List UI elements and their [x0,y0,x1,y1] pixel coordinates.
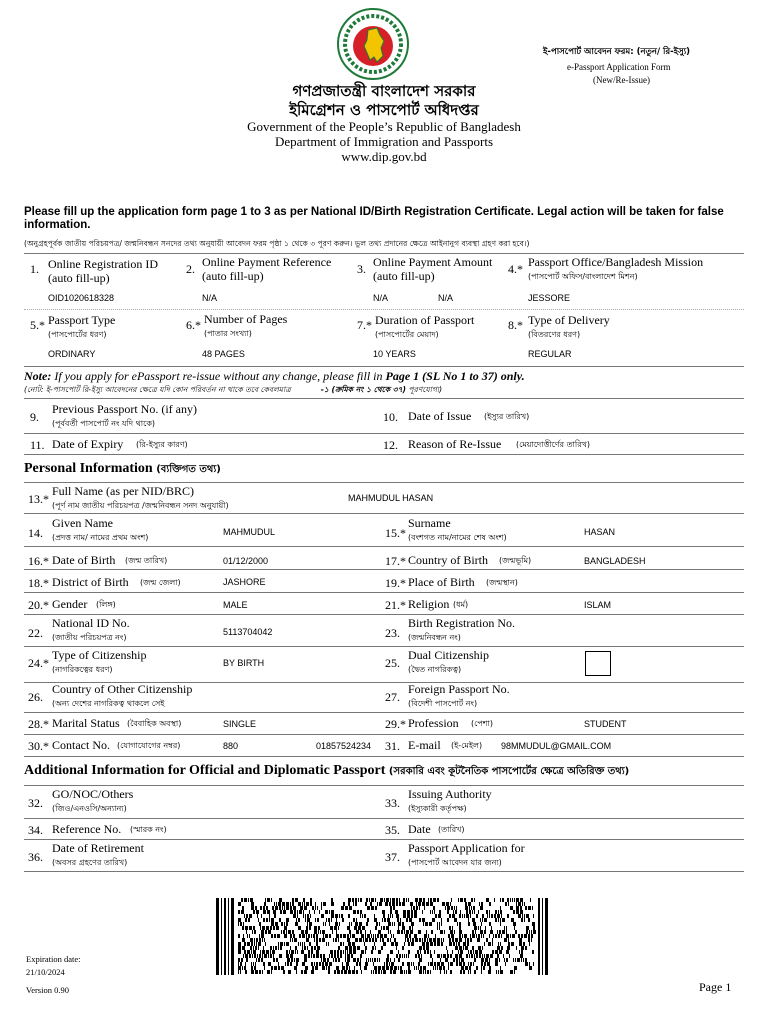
row-20-21 [24,592,744,615]
version-label: Version 0.90 [26,985,69,995]
field-3-sub: (auto fill-up) [373,269,435,283]
field-14-label: Given Name [52,516,113,530]
instruction-notice-bangla: (অনুগ্রহপূর্বক জাতীয় পরিচয়পত্র/ জন্মনিবন্ধন সনদের তথ্য অনুযায়ী আবেদন ফরম পৃষ্ঠা ১ থেকে ৩ পূরণ করুন। ভুল তথ্য প্রদানের ক্ষেত্রে আইনানুগ ব্যবস্থা গ্রহণ করা হবে।) [24,239,530,248]
field-29-sub: (পেশা) [471,719,493,728]
field-13-sub: (পূর্ণ নাম জাতীয় পরিচয়পত্র /জন্মনিবন্ধন সনদ অনুযায়ী) [52,501,229,510]
field-3-value[interactable]: N/A [373,293,389,303]
field-27-number: 27. [385,690,400,704]
field-3-value-2[interactable]: N/A [438,293,454,303]
field-10-sub: (ইস্যুর তারিখ) [484,412,530,421]
field-22-number: 22. [28,626,43,640]
personal-info-heading-bangla: (ব্যক্তিগত তথ্য) [156,464,221,475]
field-14-value[interactable]: MAHMUDUL [223,527,276,537]
field-13-label: Full Name (as per NID/BRC) [52,484,194,498]
field-16-label: Date of Birth [52,553,116,567]
field-9-number: 9. [30,410,39,424]
field-5-value[interactable]: ORDINARY [48,349,96,359]
dual-citizenship-checkbox[interactable] [585,651,611,676]
field-30-country-code[interactable]: 880 [223,741,239,751]
reissue-note-bangla-1: (নোট: ই-পাসপোর্ট রি-ইস্যু আবেদনের ক্ষেত্রে যদি কোন পরিবর্তন না থাকে তবে কেবলমাত্র [24,385,291,394]
reissue-note-text: If you apply for ePassport re-issue without any change, please fill in [51,369,386,383]
field-23-sub: (জন্মনিবন্ধন নং) [408,633,461,642]
field-18-value[interactable]: JASHORE [223,577,266,587]
field-25-label: Dual Citizenship [408,648,489,662]
department-name: Department of Immigration and Passports [274,134,494,149]
field-16-value[interactable]: 01/12/2000 [223,556,269,566]
field-34-sub: (স্মারক নং) [130,825,167,834]
government-seal [337,8,409,80]
title-bangla-department: ইমিগ্রেশন ও পাসপোর্ট অধিদপ্তর [289,101,479,119]
field-14-number: 14. [28,526,43,540]
instruction-notice: Please fill up the application form page 1 to 3 as per National ID/Birth Registration Certificate. Legal action will be taken for false information. [24,206,724,231]
title-bangla-government: গণপ্রজাতন্ত্রী বাংলাদেশ সরকার [292,82,476,100]
field-20-number: 20.* [28,598,49,612]
field-6-value[interactable]: 48 PAGES [202,349,245,359]
form-title-type: (New/Re-Issue) [593,75,650,85]
additional-info-heading-text: Additional Information for Official and Diplomatic Passport [24,763,386,778]
field-6-number: 6.* [186,318,201,332]
field-1-number: 1. [30,262,39,276]
field-33-sub: (ইস্যুকারী কর্তৃপক্ষ) [408,804,467,813]
field-24-label: Type of Citizenship [52,648,147,662]
additional-info-heading-bangla: (সরকারি এবং কূটনৈতিক পাসপোর্টের ক্ষেত্রে অতিরিক্ত তথ্য) [388,766,630,777]
field-2-label: Online Payment Reference [202,255,332,269]
field-13-value[interactable]: MAHMUDUL HASAN [348,493,434,503]
field-37-sub: (পাসপোর্ট আবেদন যার জন্য) [408,858,502,867]
field-36-sub: (অবসর গ্রহণের তারিখ) [52,858,128,867]
field-19-label: Place of Birth [408,575,475,589]
field-28-sub: (বৈবাহিক অবস্থা) [127,719,182,728]
field-4-number: 4.* [508,262,523,276]
field-4-sub: (পাসপোর্ট অফিস/বাংলাদেশ মিশন) [528,272,638,281]
reissue-note-bangla-2: -১ (ক্রমিক নং ১ থেকে ৩৭) [320,385,407,394]
field-22-sub: (জাতীয় পরিচয়পত্র নং) [52,633,127,642]
field-36-label: Date of Retirement [52,841,144,855]
field-30-sub: (যোগাযোগের নম্বর) [117,741,181,750]
expiration-label: Expiration date: [26,954,81,964]
field-31-number: 31. [385,739,400,753]
field-29-value[interactable]: STUDENT [584,719,627,729]
field-11-number: 11. [30,438,45,452]
field-25-sub: (দ্বৈত নাগরিকত্ব) [408,665,462,674]
field-27-label: Foreign Passport No. [408,682,510,696]
field-32-sub: (জিও/এনওসি/অন্যান্য) [52,804,127,813]
divider [24,309,744,310]
field-25-number: 25. [385,656,400,670]
field-8-number: 8.* [508,318,523,332]
field-26-sub: (অন্য দেশের নাগরিকত্ব থাকলে সেই [52,699,165,708]
field-5-sub: (পাসপোর্টের ধরণ) [48,330,107,339]
field-24-value[interactable]: BY BIRTH [223,658,265,668]
field-17-sub: (জন্মভূমি) [499,556,532,565]
field-18-sub: (জন্ম জেলা) [140,578,181,587]
form-title-bangla: ই-পাসপোর্ট আবেদন ফরম: (নতুন/ রি-ইস্যু) [543,47,691,57]
form-title-english: e-Passport Application Form [567,62,671,72]
field-26-label: Country of Other Citizenship [52,682,193,696]
field-20-value[interactable]: MALE [223,600,248,610]
field-4-label: Passport Office/Bangladesh Mission [528,255,704,269]
personal-info-heading [24,461,221,479]
field-34-number: 34. [28,823,43,837]
field-21-number: 21.* [385,598,406,612]
field-12-sub: (মেয়াদোত্তীর্ণের তারিখ) [516,440,590,449]
field-35-number: 35. [385,823,400,837]
field-14-sub: (প্রদত্ত নাম/ নামের প্রথম অংশ) [52,533,149,542]
field-35-label: Date [408,822,431,836]
field-4-value[interactable]: JESSORE [528,293,571,303]
field-11-sub: (রি-ইস্যুর কারণ) [136,440,188,449]
field-28-number: 28.* [28,717,49,731]
field-28-value[interactable]: SINGLE [223,719,257,729]
field-32-number: 32. [28,796,43,810]
field-31-sub: (ই-মেইল) [451,741,483,750]
field-22-label: National ID No. [52,616,130,630]
field-24-number: 24.* [28,656,49,670]
government-name: Government of the People’s Republic of Bangladesh [247,119,521,134]
field-17-number: 17.* [385,554,406,568]
field-15-sub: (বংশগত নাম/নামের শেষ অংশ) [408,533,507,542]
field-37-label: Passport Application for [408,841,525,855]
field-10-number: 10. [383,410,398,424]
field-33-number: 33. [385,796,400,810]
field-9-sub: (পূর্ববর্তী পাসপোর্ট নং যদি থাকে) [52,419,156,428]
field-5-label: Passport Type [48,313,116,327]
reissue-note [24,369,525,384]
field-2-number: 2. [186,262,195,276]
field-23-label: Birth Registration No. [408,616,515,630]
field-3-number: 3. [357,262,366,276]
reissue-note-bangla-3: পূরণযোগ্য) [406,385,443,394]
field-10-label: Date of Issue [408,409,472,423]
field-1-label: Online Registration ID [48,257,158,271]
field-22-value[interactable]: 5113704042 [223,627,273,637]
field-6-sub: (পাতার সংখ্যা) [204,329,252,338]
field-7-sub: (পাসপোর্টের মেয়াদ) [375,330,439,339]
field-17-value[interactable]: BANGLADESH [584,556,646,566]
field-8-sub: (বিতরণের ধরণ) [528,330,581,339]
page-number: Page 1 [699,980,732,994]
reissue-note-suffix: only. [497,369,525,383]
reissue-note-prefix: Note: [24,369,52,383]
field-21-label: Religion [408,597,450,611]
field-9-label: Previous Passport No. (if any) [52,402,197,416]
field-35-sub: (তারিখ) [438,825,465,834]
pdf417-barcode [216,898,551,975]
field-30-number: 30.* [28,739,49,753]
field-13-number: 13.* [28,492,49,506]
field-2-sub: (auto fill-up) [202,269,264,283]
field-7-number: 7.* [357,318,372,332]
field-26-number: 26. [28,690,43,704]
field-15-number: 15.* [385,526,406,540]
field-29-label: Profession [408,716,459,730]
reissue-note-bold: Page 1 (SL No 1 to 37) [385,369,498,383]
field-29-number: 29.* [385,717,406,731]
expiration-date: 21/10/2024 [26,967,65,977]
field-11-label: Date of Expiry [52,437,124,451]
field-21-sub: (ধর্ম) [453,600,469,609]
field-27-sub: (বিদেশী পাসপোর্ট নং) [408,699,478,708]
field-8-value[interactable]: REGULAR [528,349,572,359]
field-21-value[interactable]: ISLAM [584,600,612,610]
field-1-value[interactable]: OID1020618328 [48,293,115,303]
field-33-label: Issuing Authority [408,787,492,801]
field-20-label: Gender [52,597,88,611]
field-18-number: 18.* [28,576,49,590]
field-7-value[interactable]: 10 YEARS [373,349,416,359]
field-2-value[interactable]: N/A [202,293,218,303]
field-23-number: 23. [385,626,400,640]
field-15-label: Surname [408,516,451,530]
field-3-label: Online Payment Amount [373,255,493,269]
field-30-value[interactable]: 01857524234 [316,741,372,751]
field-20-sub: (লিঙ্গ) [96,600,116,609]
website-url: www.dip.gov.bd [341,149,427,164]
field-8-label: Type of Delivery [528,313,610,327]
field-16-number: 16.* [28,554,49,568]
field-24-sub: (নাগরিকত্বের ধরণ) [52,665,113,674]
field-17-label: Country of Birth [408,553,488,567]
field-12-number: 12. [383,438,398,452]
row-18-19 [24,569,744,593]
field-6-label: Number of Pages [204,312,288,326]
field-15-value[interactable]: HASAN [584,527,616,537]
field-37-number: 37. [385,850,400,864]
field-12-label: Reason of Re-Issue [408,437,502,451]
personal-info-heading-text: Personal Information [24,461,153,476]
field-34-label: Reference No. [52,822,122,836]
field-31-label: E-mail [408,738,441,752]
field-7-label: Duration of Passport [375,313,475,327]
row-22-23 [24,614,744,647]
field-5-number: 5.* [30,318,45,332]
field-36-number: 36. [28,850,43,864]
field-30-label: Contact No. [52,738,110,752]
additional-info-heading [24,763,629,781]
field-18-label: District of Birth [52,575,129,589]
field-32-label: GO/NOC/Others [52,787,134,801]
reissue-note-bangla [24,384,442,397]
field-16-sub: (জন্ম তারিখ) [125,556,168,565]
field-31-value[interactable]: 98MMUDUL@GMAIL.COM [501,741,612,751]
field-28-label: Marital Status [52,716,120,730]
field-1-sub: (auto fill-up) [48,271,110,285]
field-19-sub: (জন্মস্থান) [486,578,518,587]
field-19-number: 19.* [385,576,406,590]
